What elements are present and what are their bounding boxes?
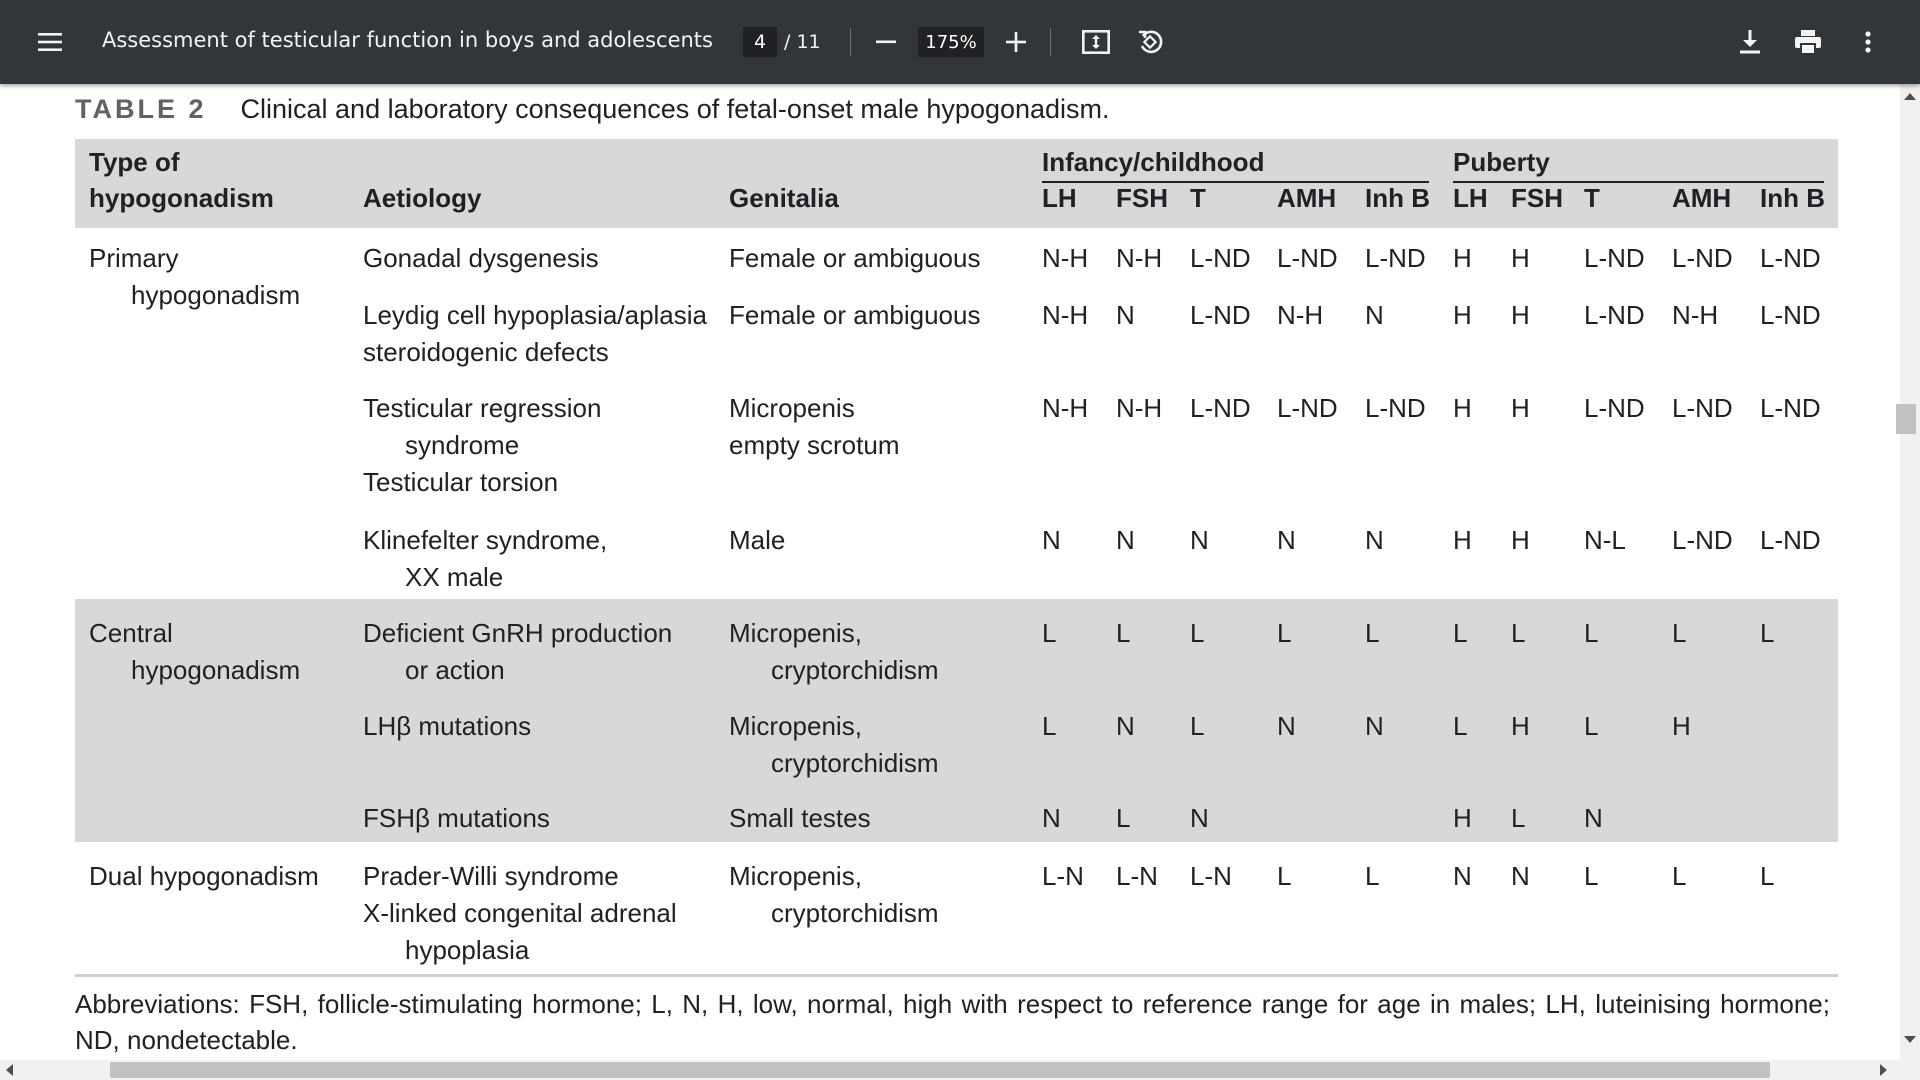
header-hormone-inh-b: Inh B	[1365, 183, 1430, 213]
hormone-value-cell: L	[1511, 618, 1526, 648]
hormone-value-cell: N	[1365, 300, 1384, 330]
hormone-value-cell: L	[1116, 618, 1131, 648]
hormone-value-cell: N	[1277, 525, 1296, 555]
hormone-value-cell: N-H	[1116, 243, 1163, 273]
header-hormone-amh: AMH	[1277, 183, 1337, 213]
hormone-value-cell: L-ND	[1190, 243, 1251, 273]
hormone-value-cell: L	[1190, 711, 1205, 741]
aetiology-cell: hypoplasia	[405, 935, 530, 965]
hormone-value-cell: L	[1511, 803, 1526, 833]
hormone-value-cell: L	[1760, 618, 1775, 648]
aetiology-cell: LHβ mutations	[363, 711, 532, 741]
hormone-value-cell: N	[1116, 711, 1135, 741]
hormone-value-cell: L-N	[1190, 861, 1232, 891]
hormone-value-cell: N	[1584, 803, 1603, 833]
hormone-value-cell: H	[1453, 300, 1472, 330]
hormone-value-cell: L	[1042, 618, 1057, 648]
header-aetiology: Aetiology	[363, 183, 482, 213]
rotate-icon	[1136, 28, 1164, 56]
genitalia-cell: empty scrotum	[729, 430, 900, 460]
hormone-value-cell: H	[1511, 393, 1530, 423]
scroll-down-arrow-icon[interactable]	[1904, 1036, 1916, 1043]
hormone-value-cell: N-H	[1116, 393, 1163, 423]
header-hormone-fsh: FSH	[1116, 183, 1168, 213]
fit-to-page-button[interactable]	[1076, 22, 1116, 62]
page-total: / 11	[784, 31, 821, 53]
header-hormone-lh: LH	[1453, 183, 1488, 213]
hormone-value-cell: L	[1042, 711, 1057, 741]
vertical-scrollbar[interactable]	[1900, 84, 1920, 1060]
hormone-value-cell: N	[1190, 803, 1209, 833]
header-infancy-childhood: Infancy/childhood	[1042, 147, 1265, 177]
hormone-value-cell: H	[1511, 711, 1530, 741]
aetiology-cell: Testicular regression	[363, 393, 602, 423]
hormone-value-cell: L-ND	[1365, 393, 1426, 423]
hormone-value-cell: L-ND	[1760, 393, 1821, 423]
hormone-value-cell: N-H	[1672, 300, 1719, 330]
zoom-in-button[interactable]	[996, 22, 1036, 62]
genitalia-cell: cryptorchidism	[771, 655, 939, 685]
hormone-value-cell: N	[1453, 861, 1472, 891]
genitalia-cell: Micropenis,	[729, 861, 862, 891]
table-bottom-rule	[75, 974, 1838, 977]
hormone-value-cell: H	[1511, 243, 1530, 273]
aetiology-cell: FSHβ mutations	[363, 803, 550, 833]
type-of-hypogonadism: hypogonadism	[131, 280, 301, 310]
hormone-value-cell: H	[1453, 803, 1472, 833]
vertical-scroll-thumb[interactable]	[1896, 404, 1916, 434]
hormone-value-cell: N	[1042, 525, 1061, 555]
genitalia-cell: Female or ambiguous	[729, 300, 981, 330]
menu-button[interactable]	[30, 22, 70, 62]
table-caption-text: Clinical and laboratory consequences of fetal-onset male hypogonadism.	[240, 94, 1110, 124]
hormone-value-cell: L-ND	[1277, 243, 1338, 273]
hormone-value-cell: H	[1511, 525, 1530, 555]
table-header-band	[75, 139, 1838, 228]
download-icon	[1740, 30, 1760, 54]
hormone-value-cell: L-ND	[1584, 393, 1645, 423]
scroll-up-arrow-icon[interactable]	[1904, 93, 1916, 100]
hormone-value-cell: N-H	[1042, 243, 1089, 273]
hormone-value-cell: L-ND	[1760, 243, 1821, 273]
type-of-hypogonadism: Primary	[89, 243, 179, 273]
zoom-level-input[interactable]: 175%	[918, 27, 984, 57]
header-puberty: Puberty	[1453, 147, 1550, 177]
zoom-in-icon	[1006, 32, 1026, 52]
hormone-value-cell: L-ND	[1190, 393, 1251, 423]
header-hormone-inh-b: Inh B	[1760, 183, 1825, 213]
hormone-value-cell: N	[1042, 803, 1061, 833]
print-button[interactable]	[1788, 22, 1828, 62]
hormone-value-cell: L	[1116, 803, 1131, 833]
hormone-value-cell: N-H	[1042, 393, 1089, 423]
aetiology-cell: Testicular torsion	[363, 467, 559, 497]
hormone-value-cell: L	[1584, 861, 1599, 891]
hormone-value-cell: N	[1116, 525, 1135, 555]
scroll-left-arrow-icon[interactable]	[6, 1064, 13, 1076]
type-of-hypogonadism: Dual hypogonadism	[89, 861, 319, 891]
hormone-value-cell: N	[1277, 711, 1296, 741]
hormone-value-cell: L-ND	[1672, 243, 1733, 273]
aetiology-cell: Klinefelter syndrome,	[363, 525, 608, 555]
more-actions-button[interactable]	[1848, 22, 1888, 62]
horizontal-scroll-thumb[interactable]	[110, 1062, 1770, 1078]
hormone-value-cell: L	[1453, 711, 1468, 741]
aetiology-cell: Prader-Willi syndrome	[363, 861, 619, 891]
hormone-value-cell: H	[1453, 243, 1472, 273]
aetiology-cell: or action	[405, 655, 505, 685]
hormone-value-cell: L-N	[1116, 861, 1158, 891]
more-vert-icon	[1865, 31, 1871, 53]
header-genitalia: Genitalia	[729, 183, 839, 213]
aetiology-cell: Deficient GnRH production	[363, 618, 673, 648]
type-of-hypogonadism: hypogonadism	[131, 655, 301, 685]
hormone-value-cell: L-ND	[1190, 300, 1251, 330]
header-hormone-fsh: FSH	[1511, 183, 1563, 213]
hormone-value-cell: H	[1453, 393, 1472, 423]
genitalia-cell: Micropenis	[729, 393, 855, 423]
central-group-band	[75, 599, 1838, 842]
hormone-value-cell: N	[1365, 711, 1384, 741]
document-viewport[interactable]	[0, 84, 1900, 1060]
header-hormone-lh: LH	[1042, 183, 1077, 213]
menu-icon	[38, 32, 62, 52]
zoom-out-button[interactable]	[866, 22, 906, 62]
header-hormone-amh: AMH	[1672, 183, 1732, 213]
hormone-value-cell: N	[1365, 525, 1384, 555]
download-button[interactable]	[1730, 22, 1770, 62]
header-hormone-t: T	[1584, 183, 1600, 213]
hormone-value-cell: L-ND	[1672, 525, 1733, 555]
aetiology-cell: Gonadal dysgenesis	[363, 243, 599, 273]
hormone-value-cell: L-ND	[1365, 243, 1426, 273]
rotate-button[interactable]	[1130, 22, 1170, 62]
hormone-value-cell: L	[1190, 618, 1205, 648]
aetiology-cell: syndrome	[405, 430, 520, 460]
pdf-toolbar	[0, 0, 1920, 84]
hormone-value-cell: N-L	[1584, 525, 1626, 555]
page-number-input[interactable]: 4	[743, 27, 777, 57]
hormone-value-cell: N-H	[1042, 300, 1089, 330]
scroll-right-arrow-icon[interactable]	[1880, 1064, 1887, 1076]
hormone-value-cell: N	[1511, 861, 1530, 891]
hormone-value-cell: L-ND	[1672, 393, 1733, 423]
hormone-value-cell: L	[1584, 711, 1599, 741]
aetiology-cell: X-linked congenital adrenal	[363, 898, 677, 928]
aetiology-cell: XX male	[405, 562, 504, 592]
hormone-value-cell: L-N	[1042, 861, 1084, 891]
hormone-value-cell: L	[1277, 618, 1292, 648]
genitalia-cell: Male	[729, 525, 786, 555]
zoom-out-icon	[876, 40, 896, 44]
hormone-value-cell: L	[1277, 861, 1292, 891]
print-icon	[1795, 30, 1821, 54]
hormone-value-cell: L-ND	[1584, 300, 1645, 330]
hormone-value-cell: L-ND	[1760, 525, 1821, 555]
hormone-value-cell: L	[1760, 861, 1775, 891]
header-hypogonadism: hypogonadism	[89, 183, 274, 213]
header-hormone-t: T	[1190, 183, 1206, 213]
header-type-of: Type of	[89, 147, 180, 177]
genitalia-cell: Micropenis,	[729, 618, 862, 648]
aetiology-cell: Leydig cell hypoplasia/aplasia	[363, 300, 708, 330]
hormone-value-cell: H	[1511, 300, 1530, 330]
hormone-value-cell: L	[1672, 618, 1687, 648]
hormone-value-cell: L	[1672, 861, 1687, 891]
hormone-value-cell: L	[1584, 618, 1599, 648]
genitalia-cell: Female or ambiguous	[729, 243, 981, 273]
type-of-hypogonadism: Central	[89, 618, 173, 648]
genitalia-cell: cryptorchidism	[771, 898, 939, 928]
genitalia-cell: Small testes	[729, 803, 871, 833]
genitalia-cell: cryptorchidism	[771, 748, 939, 778]
table-footnote: Abbreviations: FSH, follicle-stimulating hormone; L, N, H, low, normal, high with respect to reference range for age in males; LH, luteinising hormone; ND, nondetectable.	[75, 989, 1830, 1055]
hormone-value-cell: H	[1672, 711, 1691, 741]
table-label: TABLE 2	[75, 94, 207, 124]
hormone-value-cell: L-ND	[1584, 243, 1645, 273]
aetiology-cell: steroidogenic defects	[363, 337, 609, 367]
fit-page-icon	[1082, 30, 1110, 54]
hormone-value-cell: N-H	[1277, 300, 1324, 330]
hormone-value-cell: L	[1453, 618, 1468, 648]
hormone-value-cell: N	[1190, 525, 1209, 555]
hormone-value-cell: L	[1365, 861, 1380, 891]
hormone-value-cell: L	[1365, 618, 1380, 648]
toolbar-divider	[1050, 28, 1051, 56]
hormone-value-cell: L-ND	[1760, 300, 1821, 330]
table-caption	[75, 94, 1110, 125]
hormone-value-cell: H	[1453, 525, 1472, 555]
document-title: Assessment of testicular function in boys and adolescents	[102, 28, 713, 52]
toolbar-divider	[850, 28, 851, 56]
hormone-value-cell: L-ND	[1277, 393, 1338, 423]
hormone-value-cell: N	[1116, 300, 1135, 330]
genitalia-cell: Micropenis,	[729, 711, 862, 741]
